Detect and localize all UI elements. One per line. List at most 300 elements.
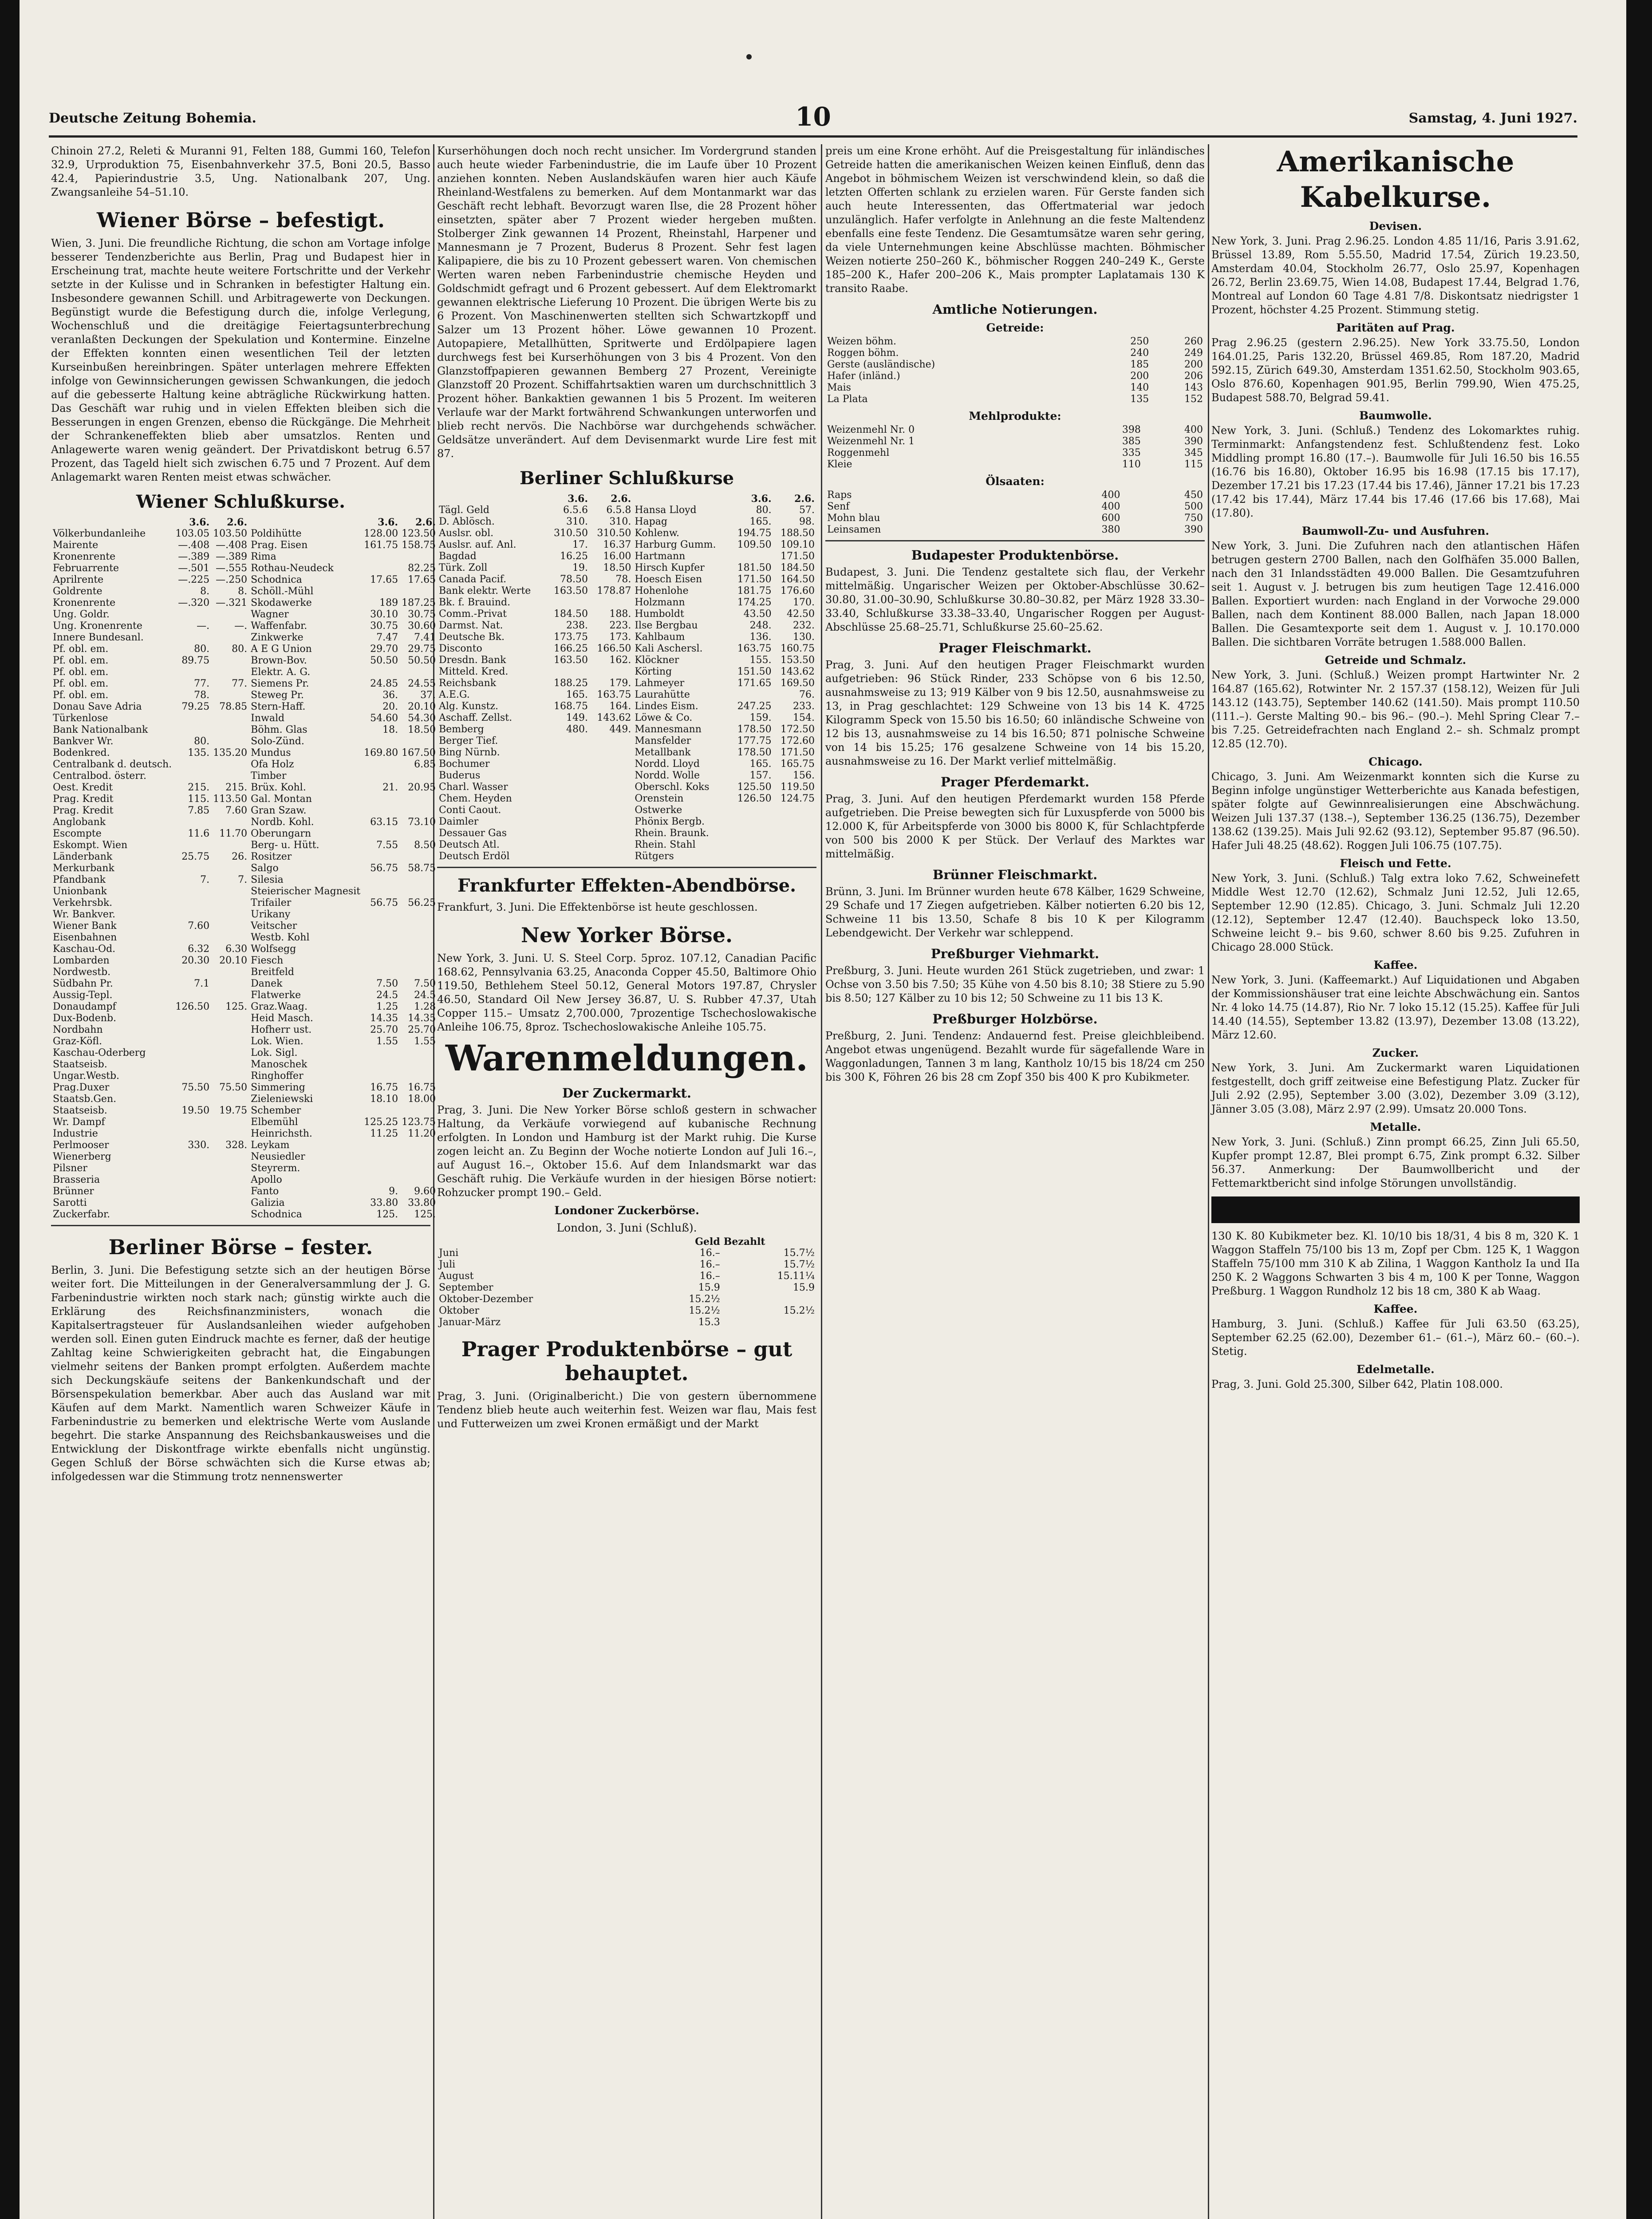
quote-value: —.408 [216,540,248,551]
quote-value: 16.75 [370,1082,398,1093]
security-name: Kaschau-Oderberg [53,1047,146,1058]
quote-value [773,828,816,839]
table-row [51,724,438,736]
quote-value: 115. [188,794,210,805]
column-4 [1211,144,1580,2219]
quote-value [400,551,438,563]
security-name: Berger Tief. [439,735,498,746]
quote-value: 250 [1130,336,1149,347]
security-name: Kaschau-Od. [53,944,116,955]
security-name: Südbahn Pr. [53,978,113,989]
quote-value [211,978,249,990]
security-name: Hartmann [635,551,686,562]
security-name: Zinkwerke [251,632,304,643]
quote-value: 7.60 [225,805,248,816]
quote-value [211,897,249,909]
table-row [51,886,438,897]
black-bar [1211,1196,1580,1223]
security-name: Rothau-Neudeck [251,563,334,574]
quote-value: 169.50 [781,678,815,689]
security-name: Hafer (inländ.) [827,371,900,382]
quote-value [211,1163,249,1174]
quote-value: 17.65 [408,574,436,585]
quote-value [730,839,773,851]
security-name: Metallbank [635,747,691,758]
security-name: Poldihütte [251,528,302,539]
table-row [51,967,438,978]
quote-value: 310. [566,516,588,527]
quote-value [173,1047,211,1059]
security-name: Phönix Bergb. [635,816,705,827]
security-name: Wiener Bank [53,920,117,932]
quote-value: 7.1 [194,978,210,989]
security-name: Mitteld. Kred. [439,666,509,677]
quote-value [211,655,249,667]
quote-value [590,735,633,747]
security-name: Leykam [251,1140,290,1151]
security-name: Rhein. Stahl [635,839,696,850]
security-name: Körting [635,666,672,677]
table-row [51,1059,438,1070]
quote-value: 75.50 [181,1082,210,1093]
quote-value: 14.35 [408,1013,436,1024]
quote-value: 109.10 [781,539,815,550]
security-name: A E G Union [251,644,312,655]
security-name: Nordb. Kohl. [251,817,314,828]
security-name: Gerste (ausländische) [827,359,935,370]
security-name: Skodawerke [251,597,312,608]
security-name: Pf. obl. em. [53,690,109,701]
security-name: Centralbank d. deutsch. [53,759,172,770]
security-name: Holzmann [635,597,685,608]
security-name: Wr. Dampf [53,1117,105,1128]
security-name: Inwald [251,713,285,724]
security-name: Schöll.-Mühl [251,586,314,597]
quote-value [362,1070,400,1082]
table-row [51,644,438,655]
quote-value: —. [197,620,210,632]
quote-value [642,1305,649,1317]
quote-value [590,816,633,828]
table-row [51,1163,438,1174]
quote-value [590,793,633,805]
table-row [51,817,438,828]
security-name: Schember [251,1105,301,1116]
quote-value [730,805,773,816]
quote-value [400,1174,438,1186]
table-row [51,990,438,1001]
quote-value [173,897,211,909]
table-row [51,851,438,863]
quote-value [362,586,400,597]
quote-value [362,1140,400,1151]
article-newyork: New York, 3. Juni. U. S. Steel Corp. 5proz. 107.12, Canadian Pacific 168.62, Pennsylvania 63.25, Anaconda Copper 45.50, Baltimore Ohio 119.50, Bethlehem Steel 50.12, General Motors 197.87, Chrysler 46.50, Standard Oil New Jersey 36.87, U. S. Rubber 47.37, Utah Copper 115.– Umsatz 2,700.000, 7prozentige Tschechoslowakische Anleihe 106.75, 8proz. Tschechoslowakische Anleihe 105.75. [437,952,816,1033]
quote-value: 232. [793,620,815,631]
quote-value: 25.75 [181,851,210,862]
quote-value: 36. [382,690,398,701]
security-name: Steyrerm. [251,1163,300,1174]
table-mehl [825,424,1205,470]
quote-value [642,1271,649,1282]
quote-value: 125.50 [737,782,772,793]
quote-value: 56.75 [370,863,398,874]
scan-border-left [0,0,20,2219]
article-wien: Wien, 3. Juni. Die freundliche Richtung, die schon am Vortage infolge besserer Tendenzberichte aus Berlin, Prag und Budapest hier in Erscheinung trat, machte heute weitere Fortschritte und der Verkehr setzte in der Kulisse und in Schranken in befestigter Haltung ein. Insbesondere gewannen Schill. und Arbitragewerte von Deckungen. Begünstigt wurde die Befestigung durch die, infolge Verlegung, Wochenschluß und die dreitägige Feiertagsunterbrechung veranlaßten Deckungen der Spekulation und Kontermine. Einzelne der Effekten konnten einen wesentlichen Teil der letzten Kurseinbußen hereinbringen. Später unterlagen mehrere Effekten infolge von Gewinnsicherungen gewissen Schwankungen, die jedoch auf die gebesserte Haltung keine abträgliche Rückwirkung hatten. Das Geschäft war ruhig und in vielen Effekten bleiben sich die Besserungen in engen Grenzen, ebenso die Rückgänge. Die Mehrheit der Schrankeneffekten blieb aber umsatzlos. Renten und Anlagewerte waren wenig geändert. Der Privatdiskont betrug 6.57 Prozent, das Tageld hielt sich zwischen 6.75 und 7 Prozent. Auf dem Anlagemarkt waren Renten meist etwas schwächer. [51,237,430,483]
quote-value [211,817,249,828]
quote-value: 178.50 [737,724,772,735]
quote-value: 82.25 [408,563,436,574]
article-fleisch-fette: New York, 3. Juni. (Schluß.) Talg extra loko 7.62, Schweinefett Middle West 12.70 (12.62), Schmalz Juni 12.52, Juli 12.65, September 12.90 (12.85). Chicago, 3. Juni. Schmalz Juli 12.20 (12.12), September 12.47 (12.40). Bauchspeck loko 13.50, Schweine leicht 9.– bis 9.60, schwer 8.60 bis 9.25. Zufuhren in Chicago 28.000 Stück. [1211,872,1580,953]
quote-value: 171.50 [781,551,815,562]
london-zucker-sub: London, 3. Juni (Schluß). [556,1221,697,1234]
quote-value: 115 [1184,459,1203,470]
column-3 [825,144,1205,2219]
table-row [825,524,1205,536]
quote-value [211,770,249,782]
quote-value: 57. [799,505,815,516]
table-row [437,666,816,678]
article-prager-fleisch: Prag, 3. Juni. Auf den heutigen Prager Fleischmarkt wurden aufgetrieben: 96 Stück Rinder, 233 Schöpse von 6 bis 12.50, ausnahmsweise zu 13; 919 Kälber von 9 bis 12.50, ausnahmsweise zu 13, in Prag geschlachtet: 129 Schweine von 13 bis 14 K. 4725 Kilogramm Speck von 15.50 bis 16.50; 60 inländische Schweine von 12 bis 13, ausnahmsweise zu 14 bis 16.50; 871 polnische Schweine von 14 bis 15.25; 176 gesalzene Schweine von 14 bis 15.20, ausnahmsweise zu 16. Der Markt verlief mittelmäßig. [825,659,1205,767]
table-row [437,562,816,574]
security-name: Rositzer [251,851,292,862]
quote-value: 6.32 [188,944,210,955]
table-row [437,701,816,712]
security-name: Ungar.Westb. [53,1070,120,1082]
quote-value: 20.10 [219,955,248,966]
quote-value: 103.50 [213,528,248,539]
security-name: Nordwestb. [53,967,111,978]
quote-value: 110 [1122,459,1141,470]
security-name: Wienerberg [53,1151,111,1162]
quote-value: 215. [188,782,210,793]
table-row [51,563,438,574]
quote-value: 400 [1184,424,1203,435]
quote-value [211,1013,249,1024]
security-name: Rütgers [635,851,674,862]
quote-value [590,597,633,608]
column-header [249,517,362,528]
table-row [51,1140,438,1151]
quote-value: 345 [1184,447,1203,458]
table-row [51,920,438,932]
quote-value: 154. [793,712,815,723]
quote-value: 206 [1184,371,1203,382]
table-row [51,574,438,586]
quote-value: 163.50 [554,655,588,666]
table-row [437,528,816,539]
quote-value [173,817,211,828]
quote-value: 7. [238,874,248,885]
security-name: Ostwerke [635,805,682,816]
quote-value: 164. [609,701,631,712]
table-row [51,1209,438,1220]
quote-value [547,828,590,839]
section-title-newyork: New Yorker Börse. [520,923,733,947]
subtitle-mehl: Mehlprodukte: [969,410,1061,422]
table-row [437,539,816,551]
quote-value: 56.25 [408,897,436,908]
quote-value [211,1197,249,1209]
security-name: Ilse Bergbau [635,620,698,631]
quote-value: 178.50 [737,747,772,758]
security-name: Völkerbundanleihe [53,528,146,539]
security-name: Escompte [53,828,102,839]
quote-value [362,759,400,770]
security-name: Rhein. Braunk. [635,828,709,839]
quote-value [400,1105,438,1117]
quote-value: 6.85 [414,759,436,770]
quote-value: 7.85 [188,805,210,816]
quote-value [173,886,211,897]
quote-value: —.321 [216,597,248,608]
quote-value: 168.75 [554,701,588,712]
quote-value [362,851,400,863]
security-name: Prag. Kredit [53,794,114,805]
quote-value: 164.50 [781,574,815,585]
quote-value [173,632,211,644]
quote-value: 9.60 [414,1186,436,1197]
security-name: Ung. Goldr. [53,609,110,620]
security-name: Pfandbank [53,874,106,885]
table-row [51,586,438,597]
quote-value: 390 [1184,436,1203,447]
quote-value [211,1036,249,1047]
quote-value: 200 [1130,371,1149,382]
quote-value: 130. [793,632,815,643]
quote-value [362,967,400,978]
table-row [51,978,438,990]
quote-value: 17.65 [370,574,398,585]
security-name: Weizen böhm. [827,336,896,347]
quote-value: 167.50 [402,747,436,758]
table-row [437,632,816,643]
quote-value: 15.3 [698,1317,720,1328]
quote-value: 160.75 [781,643,815,654]
security-name: Pf. obl. em. [53,644,109,655]
quote-value: 11.25 [370,1128,398,1139]
quote-value [173,1174,211,1186]
quote-value: 18.00 [408,1094,436,1105]
article-prager-produkten: Prag, 3. Juni. (Originalbericht.) Die von gestern übernommene Tendenz blieb heute auch weiterhin fest. Weizen war flau, Mais fest und Futterweizen um zwei Kronen ermäßigt und der Markt [437,1390,816,1430]
quote-value [400,1140,438,1151]
table-row [51,540,438,551]
table-row [437,839,816,851]
security-name: Pilsner [53,1163,87,1174]
security-name: Chem. Heyden [439,793,512,804]
divider [825,540,1205,541]
table-row [51,1094,438,1105]
table-row [825,436,1205,447]
table-row [51,1082,438,1094]
security-name: Reichsbank [439,678,497,689]
table-row [437,851,816,862]
quote-value: 248. [749,620,772,631]
quote-value: 310.50 [597,528,631,539]
quote-value [547,782,590,793]
quote-value: 16.– [699,1248,720,1259]
quote-value: 17. [572,539,588,550]
quote-value [730,551,773,562]
quote-value [362,1163,400,1174]
subtitle-kaffee-hamburg: Kaffee. [1373,1303,1418,1315]
quote-value: 6.5.8 [606,505,631,516]
quote-value: 7.55 [376,840,398,851]
table-row [51,1151,438,1163]
table-row [437,816,816,828]
security-name: Hohenlohe [635,585,689,596]
security-name: Schodnica [251,574,302,585]
quote-value: 162. [609,655,631,666]
table-row [51,1117,438,1128]
quote-value: 310.50 [554,528,588,539]
section-title-pressburg-holz: Preßburger Holzbörse. [932,1011,1098,1027]
quote-value: 119.50 [781,782,815,793]
quote-value [362,1174,400,1186]
security-name: Aussig-Tepl. [53,990,113,1001]
security-name: Aschaff. Zellst. [439,712,513,723]
security-name: Elektr. A. G. [251,667,311,678]
security-name: Conti Caout. [439,805,501,816]
quote-value: 157. [749,770,772,781]
quote-value [362,551,400,563]
quote-value: 165. [749,758,772,770]
quote-value: 179. [609,678,631,689]
security-name: Oktober-Dezember [439,1294,533,1305]
article-baumwolle: New York, 3. Juni. (Schluß.) Tendenz des Lokomarktes ruhig. Terminmarkt: Anfangstendenz fest. Schlußtendenz fest. Loko Middling prompt 16.80 (17.–). Baumwolle für Juli 16.50 bis 16.55 (16.76 bis 16.80), Oktober 16.95 bis 16.98 (17.15 bis 17.17), Dezember 17.21 bis 17.23 (17.44 bis 17.46), Jänner 17.21 bis 17.23 (17.42 bis 17.44), März 17.44 bis 17.46 (17.66 bis 17.68), Mai (17.80). [1211,424,1580,519]
subtitle-oelsaaten: Ölsaaten: [986,475,1045,488]
quote-value [211,1070,249,1082]
security-name: Brünner [53,1186,94,1197]
security-name: Donaudampf [53,1001,116,1012]
security-name: Aprilrente [53,574,104,585]
column-header [437,1236,642,1248]
security-name: Lahmeyer [635,678,685,689]
table-row [437,643,816,655]
table-row [825,394,1205,405]
quote-value: 310. [609,516,631,527]
column-header [51,517,173,528]
security-name: Apollo [251,1174,282,1185]
quote-value: 25.70 [408,1024,436,1035]
security-name: Trifailer [251,897,292,908]
security-name: Eskompt. Wien [53,840,128,851]
security-name: Bankver Wr. [53,736,114,747]
quote-value: —.320 [178,597,210,608]
quote-value: 7.50 [414,978,436,989]
quote-value: 171.50 [781,747,815,758]
quote-value [362,955,400,967]
table-row [51,632,438,644]
quote-value: 400 [1101,490,1120,501]
table-row [825,382,1205,394]
table-row [437,793,816,805]
table-row [437,585,816,597]
security-name: Buderus [439,770,481,781]
quote-value: 24.5 [414,990,436,1001]
table-row [51,1047,438,1059]
quote-value: 18.10 [370,1094,398,1105]
security-name: Daimler [439,816,479,827]
quote-value [173,1070,211,1082]
quote-value [400,667,438,678]
quote-value: 140 [1130,382,1149,393]
security-name: Prag. Kredit [53,805,114,816]
table-row [825,336,1205,347]
security-name: Klöckner [635,655,679,666]
table-row [437,1271,816,1282]
quote-value: 135 [1130,394,1149,405]
security-name: Manoschek [251,1059,308,1070]
quote-value [173,759,211,770]
security-name: Veitscher [251,920,297,932]
security-name: Gran Szaw. [251,805,307,816]
quote-value [211,713,249,724]
column-header [642,1236,649,1248]
quote-value [590,770,633,782]
quote-value: 233. [793,701,815,712]
security-name: Prag. Eisen [251,540,308,551]
security-name: Kohlenw. [635,528,680,539]
quote-value: 330. [188,1140,210,1151]
quote-value: 8.50 [414,840,436,851]
column-1 [51,144,436,2219]
quote-value: 480. [566,724,588,735]
security-name: Waffenfabr. [251,620,308,632]
quote-value: 30.75 [408,609,436,620]
quote-value: 26. [232,851,248,862]
quote-value: 135.20 [213,747,248,758]
section-title-zuckermarkt: Der Zuckermarkt. [562,1086,692,1101]
security-name: Dessauer Gas [439,828,507,839]
quote-value [547,758,590,770]
quote-value [211,1094,249,1105]
security-name: Zieleniewski [251,1094,313,1105]
quote-value [590,805,633,816]
quote-value [211,759,249,770]
quote-value [547,851,590,862]
quote-value: 25.70 [370,1024,398,1035]
table-row [51,1024,438,1036]
quote-value: 125. [225,1001,248,1012]
security-name: Disconto [439,643,482,654]
section-title-budapest-produkten: Budapester Produktenbörse. [911,548,1119,563]
table-header [51,517,438,528]
security-name: Länderbank [53,851,113,862]
quote-value [400,955,438,967]
security-name: Deutsch Atl. [439,839,500,850]
quote-value [362,805,400,817]
security-name: Ung. Kronenrente [53,620,142,632]
quote-value: 159. [749,712,772,723]
subtitle-getreide: Getreide: [986,321,1044,334]
quote-value: 98. [799,516,815,527]
quote-value: 50.50 [408,655,436,666]
quote-value: 15.2½ [689,1305,720,1316]
security-name: Steierischer Magnesit [251,886,361,897]
table-row [51,909,438,920]
security-name: Kahlbaum [635,632,685,643]
security-name: Sarotti [53,1197,87,1208]
security-name: Danek [251,978,283,989]
quote-value [400,874,438,886]
quote-value [362,944,400,955]
quote-value [773,851,816,862]
section-title-frankfurt: Frankfurter Effekten-Abendbörse. [457,875,796,896]
security-name: Deutsche Bk. [439,632,505,643]
quote-value [400,794,438,805]
section-title-amtliche: Amtliche Notierungen. [932,302,1098,317]
quote-value [173,724,211,736]
